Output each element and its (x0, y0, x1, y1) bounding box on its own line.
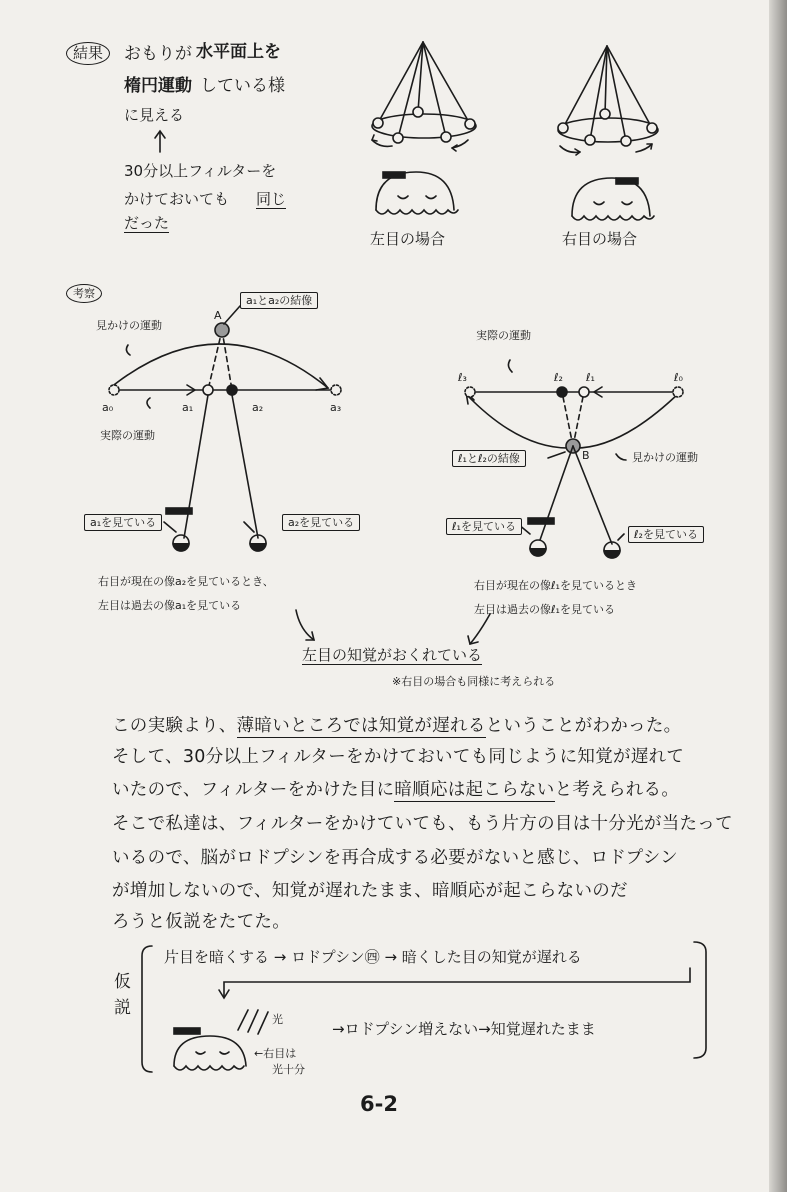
left-see-a1-box: a₁を見ている (84, 514, 162, 531)
right-see-l1-box: ℓ₁を見ている (446, 518, 522, 535)
hypothesis-row-1: 片目を暗くする → ロドプシン㊃ → 暗くした目の知覚が遅れる (164, 948, 582, 966)
paragraph-line-1-b: 薄暗いところでは知覚が遅れる (236, 716, 486, 736)
result-line1-b: 水平面上を (196, 42, 281, 62)
discussion-note: ※右目の場合も同様に考えられる (392, 675, 556, 688)
result-line5-b: 同じ (256, 190, 287, 208)
point-a-label: A (214, 309, 222, 322)
hypothesis-right-eye-2: 光十分 (272, 1063, 305, 1076)
result-tag: 結果 (66, 42, 110, 65)
label-a3: a₃ (330, 401, 342, 414)
label-a2: a₂ (252, 401, 264, 414)
right-head-filter-drawing (572, 178, 654, 220)
left-synth-image-box: a₁とa₂の結像 (240, 292, 318, 309)
left-eye-label: 左目の場合 (370, 230, 446, 248)
right-actual-motion-label: 実際の運動 (476, 329, 531, 342)
discussion-conclusion: 左目の知覚がおくれている (302, 646, 483, 664)
discussion-tag: 考察 (66, 284, 102, 303)
left-cone-drawing (372, 42, 476, 151)
left-head-filter-drawing (376, 172, 458, 214)
hypothesis-label-2: 説 (114, 998, 131, 1018)
hypothesis-row-2: →ロドプシン増えない→知覚遅れたまま (332, 1020, 596, 1038)
right-see-l2-box: ℓ₂を見ている (628, 526, 704, 543)
label-l3: ℓ₃ (458, 371, 467, 384)
result-line6: だった (124, 214, 170, 232)
paragraph-line-1-a: この実験より、 (112, 716, 237, 736)
result-line2-b: している様 (200, 76, 285, 96)
paragraph-line-2: そして、30分以上フィルターをかけておいても同じように知覚が遅れて (112, 747, 685, 767)
left-actual-motion-label: 実際の運動 (100, 429, 155, 442)
paragraph-line-7: ろうと仮説をたてた。 (112, 912, 290, 932)
result-line5-a: かけておいても (124, 190, 230, 208)
result-line2-a: 楕円運動 (124, 76, 192, 96)
result-line1-a: おもりが (124, 44, 192, 64)
right-synth-image-box: ℓ₁とℓ₂の結像 (452, 450, 526, 467)
left-caption-2: 左目は過去の像a₁を見ている (98, 599, 242, 612)
paragraph-line-1 (112, 712, 681, 737)
left-see-a2-box: a₂を見ている (282, 514, 360, 531)
paragraph-line-5: いるので、脳がロドプシンを再合成する必要がないと感じ、ロドプシン (112, 848, 678, 868)
paragraph-line-3-c: と考えられる。 (554, 780, 680, 800)
paragraph-line-3-b: 暗順応は起こらない (394, 780, 555, 800)
right-eye-label: 右目の場合 (562, 230, 638, 248)
paragraph-line-4: そこで私達は、フィルターをかけていても、もう片方の目は十分光が当たって (112, 814, 733, 834)
label-a0: a₀ (102, 401, 114, 414)
paragraph-line-1-c: ということがわかった。 (485, 716, 682, 736)
label-l0: ℓ₀ (674, 371, 683, 384)
result-line3: に見える (124, 106, 185, 124)
label-l2: ℓ₂ (554, 371, 563, 384)
hypothesis-right-eye-1: ←右目は (254, 1047, 297, 1060)
hypothesis-light-label: 光 (272, 1013, 283, 1026)
point-b-label: B (582, 449, 590, 462)
paragraph-line-3 (112, 776, 679, 801)
label-a1: a₁ (182, 401, 194, 414)
label-l1: ℓ₁ (586, 371, 595, 384)
right-cone-drawing (558, 46, 658, 155)
left-caption-1: 右目が現在の像a₂を見ているとき、 (98, 575, 274, 588)
paragraph-line-6: が増加しないので、知覚が遅れたまま、暗順応が起こらないのだ (112, 881, 628, 901)
hypothesis-label-1: 仮 (114, 972, 131, 992)
paragraph-line-3-a: いたので、フィルターをかけた目に (112, 780, 395, 800)
right-apparent-motion-label: 見かけの運動 (632, 451, 698, 464)
left-apparent-motion-label: 見かけの運動 (96, 319, 162, 332)
page-number: 6-2 (360, 1092, 398, 1116)
result-line4: 30分以上フィルターを (124, 162, 277, 180)
right-caption-2: 左目は過去の像ℓ₁を見ている (474, 603, 615, 616)
right-caption-1: 右目が現在の像ℓ₁を見ているとき (474, 579, 637, 592)
